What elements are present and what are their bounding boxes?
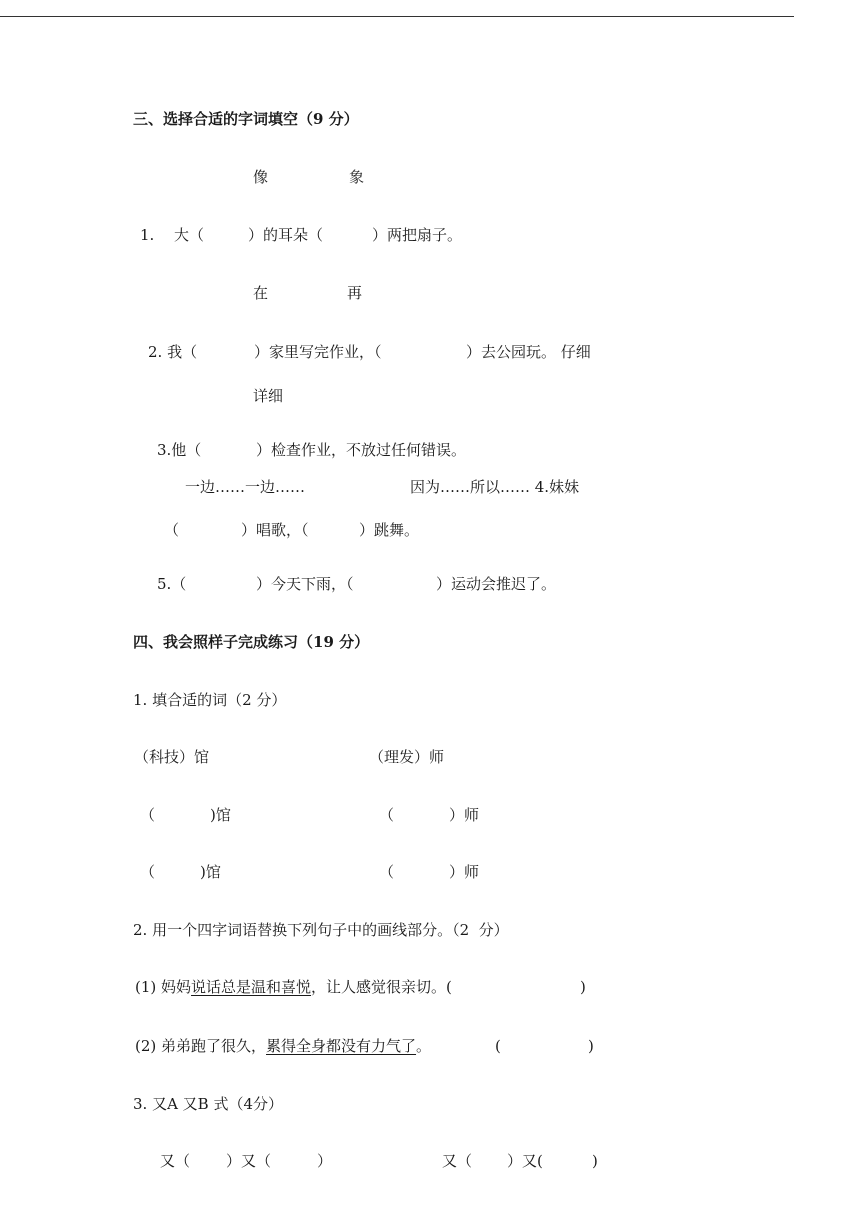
- p3-a-2: ）又（: [226, 1152, 272, 1170]
- p3-label: 3. 又A 又B 式（4分）: [133, 1095, 284, 1113]
- p1-row1-b-open: （: [379, 806, 395, 824]
- p2-s2-underline: 累得全身都没有力气了: [266, 1037, 417, 1055]
- section-4-title: 四、我会照样子完成练习（19 分）: [133, 633, 370, 651]
- p3-a-1: 又（: [160, 1152, 191, 1170]
- p2-s2-open: (: [495, 1037, 501, 1055]
- q1-text-c: ）两把扇子。: [372, 226, 463, 244]
- q4-text-a: （: [164, 521, 180, 539]
- p3-b-1: 又（: [442, 1152, 473, 1170]
- p2-s1-close: ): [580, 978, 586, 996]
- q3-text-b: ）检查作业，不放过任何错误。: [256, 441, 467, 459]
- q4-text-b: ）唱歌，（: [241, 521, 309, 539]
- option-xiang-2: 象: [349, 168, 365, 186]
- p2-s1-post: ，让人感觉很亲切。(: [311, 978, 452, 996]
- p2-sentence-1: [135, 980, 452, 995]
- p1-row1-a-open: （: [140, 806, 156, 824]
- option-yinwei-q4: 因为……所以…… 4.妹妹: [410, 478, 580, 496]
- option-yibian: 一边……一边……: [185, 478, 306, 496]
- q2-text-c: ）去公园玩。 仔细: [466, 343, 591, 361]
- q1-number: 1.: [140, 226, 155, 244]
- q2-text-b: ）家里写完作业，（: [254, 343, 382, 361]
- q3-text-a: 3.他（: [157, 441, 202, 459]
- option-zai: 在: [253, 284, 269, 302]
- q5-text-b: ）今天下雨，（: [256, 575, 354, 593]
- option-xiangxi: 详细: [253, 387, 284, 405]
- p1-label: 1. 填合适的词（2 分）: [133, 691, 287, 709]
- p2-s2-close: ): [588, 1037, 594, 1055]
- q5-text-a: 5.（: [157, 575, 187, 593]
- p1-row2-b-open: （: [379, 863, 395, 881]
- p2-s1-pre: (1) 妈妈: [135, 978, 192, 996]
- p1-row2-a-open: （: [140, 863, 156, 881]
- p2-s2-pre: (2) 弟弟跑了很久，: [135, 1037, 267, 1055]
- q1-text-a: 大（: [174, 226, 205, 244]
- p1-example-b: （理发）师: [369, 748, 445, 766]
- header-rule: [0, 16, 794, 17]
- p1-row1-a-close: )馆: [210, 806, 231, 824]
- p3-a-3: ）: [317, 1152, 333, 1170]
- p2-s2-post: 。: [416, 1037, 432, 1055]
- p3-b-3: ): [592, 1152, 598, 1170]
- p1-example-a: （科技）馆: [134, 748, 210, 766]
- p1-row1-b-close: ）师: [449, 806, 480, 824]
- q5-text-c: ）运动会推迟了。: [436, 575, 557, 593]
- q1-text-b: ）的耳朵（: [248, 226, 324, 244]
- q4-text-c: ）跳舞。: [359, 521, 420, 539]
- p3-b-2: ）又(: [507, 1152, 543, 1170]
- section-3-title: 三、选择合适的字词填空（9 分）: [133, 110, 359, 128]
- q2-text-a: 2. 我（: [148, 343, 198, 361]
- option-zai-2: 再: [347, 284, 363, 302]
- option-xiang: 像: [253, 168, 269, 186]
- p2-label: 2. 用一个四字词语替换下列句子中的画线部分。（2 分）: [133, 921, 509, 939]
- p2-s1-underline: 说话总是温和喜悦: [191, 978, 312, 996]
- p1-row2-b-close: ）师: [449, 863, 480, 881]
- p1-row2-a-close: )馆: [200, 863, 221, 881]
- p2-sentence-2: [135, 1039, 431, 1054]
